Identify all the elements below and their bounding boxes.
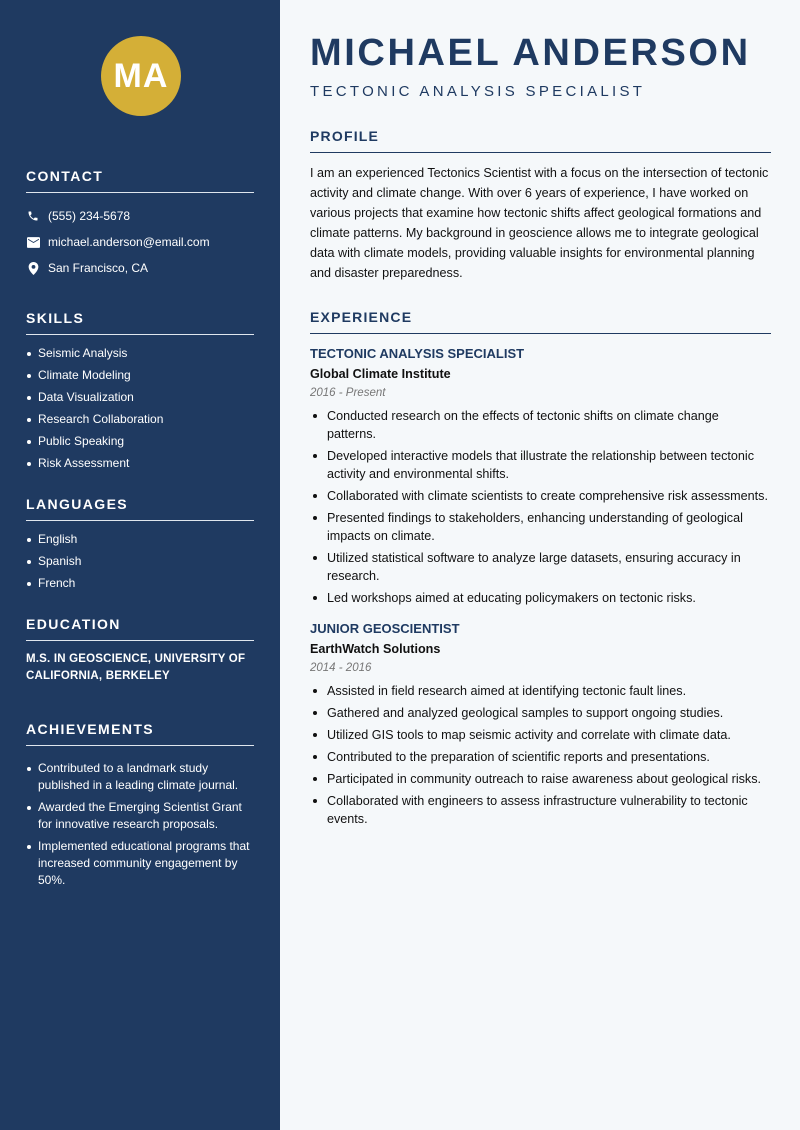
contact-email	[26, 229, 254, 255]
experience-section	[310, 309, 771, 828]
education-heading: EDUCATION	[26, 616, 254, 641]
candidate-title: TECTONIC ANALYSIS SPECIALIST	[310, 83, 646, 100]
job-bullet: Collaborated with engineers to assess infrastructure vulnerability to tectonic events.	[310, 792, 771, 828]
job-entry	[310, 621, 771, 828]
skill-item: Seismic Analysis	[26, 345, 254, 362]
job-bullet: Contributed to the preparation of scientific reports and presentations.	[310, 748, 771, 766]
achievement-item: Contributed to a landmark study published in a leading climate journal.	[26, 760, 254, 794]
sidebar	[0, 0, 280, 1130]
job-company: EarthWatch Solutions	[310, 642, 441, 656]
job-title: JUNIOR GEOSCIENTIST	[310, 621, 460, 636]
location-pin-icon	[26, 261, 40, 275]
skills-heading: SKILLS	[26, 310, 254, 335]
achievement-item: Implemented educational programs that increased community engagement by 50%.	[26, 838, 254, 889]
job-bullets	[310, 682, 771, 828]
languages-list	[26, 531, 254, 592]
email-text: michael.anderson@email.com	[48, 235, 210, 249]
profile-text: I am an experienced Tectonics Scientist with a focus on the intersection of tectonic activity and climate change. With over 6 years of experience, I have worked on various projects that examine how tectonic shifts affect geological formations and climate patterns. My background in geoscience allows me to integrate geological data with climate models, providing valuable insights for environmental planning and disaster preparedness.	[310, 166, 769, 280]
main-content	[280, 0, 800, 1130]
contact-phone	[26, 203, 254, 229]
skills-section	[26, 310, 254, 472]
job-bullet: Collaborated with climate scientists to create comprehensive risk assessments.	[310, 487, 771, 505]
job-bullet: Assisted in field research aimed at identifying tectonic fault lines.	[310, 682, 771, 700]
contact-section	[26, 168, 254, 281]
job-company: Global Climate Institute	[310, 367, 451, 381]
skills-list	[26, 345, 254, 472]
email-icon	[26, 235, 40, 249]
achievement-item: Awarded the Emerging Scientist Grant for innovative research proposals.	[26, 799, 254, 833]
language-item: French	[26, 575, 254, 592]
job-bullet: Utilized statistical software to analyze large datasets, ensuring accuracy in research.	[310, 549, 771, 585]
job-dates: 2016 - Present	[310, 387, 386, 399]
skill-item: Research Collaboration	[26, 411, 254, 428]
skill-item: Climate Modeling	[26, 367, 254, 384]
job-bullet: Led workshops aimed at educating policymakers on tectonic risks.	[310, 589, 771, 607]
skill-item: Data Visualization	[26, 389, 254, 406]
experience-heading: EXPERIENCE	[310, 309, 771, 334]
job-dates: 2014 - 2016	[310, 662, 372, 674]
phone-text: (555) 234-5678	[48, 209, 131, 223]
skill-item: Public Speaking	[26, 433, 254, 450]
job-bullet: Presented findings to stakeholders, enhancing understanding of geological impacts on climate.	[310, 509, 771, 545]
achievements-list	[26, 760, 254, 889]
achievements-heading: ACHIEVEMENTS	[26, 721, 254, 746]
achievements-section	[26, 721, 254, 889]
profile-section	[310, 128, 771, 283]
job-bullet: Gathered and analyzed geological samples to support ongoing studies.	[310, 704, 771, 722]
profile-heading: PROFILE	[310, 128, 771, 153]
education-degree: M.S. IN GEOSCIENCE, UNIVERSITY OF CALIFORNIA, BERKELEY	[26, 653, 246, 682]
phone-icon	[26, 209, 40, 223]
language-item: Spanish	[26, 553, 254, 570]
language-item: English	[26, 531, 254, 548]
languages-section	[26, 496, 254, 592]
education-section	[26, 616, 254, 685]
job-title: TECTONIC ANALYSIS SPECIALIST	[310, 346, 525, 361]
job-bullets	[310, 407, 771, 607]
contact-location	[26, 255, 254, 281]
skill-item: Risk Assessment	[26, 455, 254, 472]
job-bullet: Participated in community outreach to raise awareness about geological risks.	[310, 770, 771, 788]
contact-list	[26, 203, 254, 281]
avatar: MA	[101, 36, 181, 116]
job-bullet: Utilized GIS tools to map seismic activity and correlate with climate data.	[310, 726, 771, 744]
job-entry	[310, 346, 771, 607]
job-bullet: Developed interactive models that illustrate the relationship between tectonic activity and environmental shifts.	[310, 447, 771, 483]
location-text: San Francisco, CA	[48, 261, 149, 275]
languages-heading: LANGUAGES	[26, 496, 254, 521]
candidate-name: MICHAEL ANDERSON	[310, 32, 751, 74]
contact-heading: CONTACT	[26, 168, 254, 193]
job-bullet: Conducted research on the effects of tectonic shifts on climate change patterns.	[310, 407, 771, 443]
